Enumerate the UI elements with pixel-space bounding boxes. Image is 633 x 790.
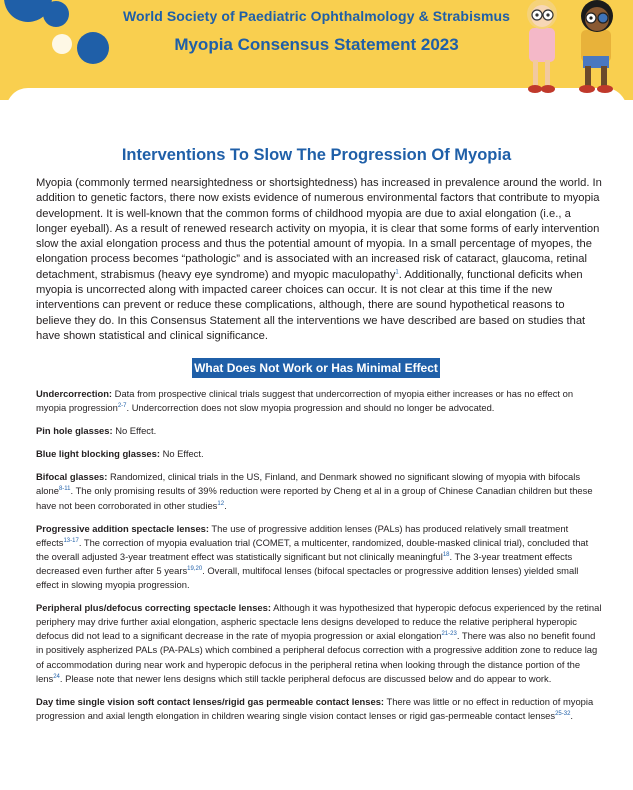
intro-citation: 1 xyxy=(395,269,399,276)
item-text: . xyxy=(570,709,574,721)
item-text: Although it was hypothesized that hyperopic defocus experienced by the retinal periphery may drive further axial elongation, aspheric spectacle lens designs developed to reduce the relative peripheral hyperopic defocus did not lead to a significant decrease in the rate of myopia progression or axial elongation xyxy=(36,602,602,642)
item-label: Peripheral plus/defocus correcting spectacle lenses: xyxy=(36,602,271,614)
citation: 2-7 xyxy=(117,402,127,409)
citation: 8-11 xyxy=(58,486,71,493)
item-text: The use of progressive addition lenses (PALs) has produced relatively small treatment effects xyxy=(36,522,569,548)
citation: 12 xyxy=(217,500,225,507)
item-progressive-addition-lenses xyxy=(36,522,602,592)
citation: 24 xyxy=(53,673,60,680)
citation: 25-32 xyxy=(555,710,571,717)
item-text: . Overall, multifocal lenses (bifocal spectacles or progressive addition lenses) yielded small effect in slowing myopia progression. xyxy=(36,564,579,591)
item-label: Undercorrection: xyxy=(36,388,113,399)
item-label: Progressive addition spectacle lenses: xyxy=(36,522,209,534)
item-text: . Undercorrection does not slow myopia progression and should no longer be advocated. xyxy=(126,402,495,414)
section-heading: What Does Not Work or Has Minimal Effect xyxy=(192,358,440,378)
item-pinhole-glasses xyxy=(36,424,602,438)
item-text: . The correction of myopia evaluation trial (COMET, a multicenter, randomized, double-masked clinical trial), concluded that the overall adjusted 3-year treatment effect was statistically significant but not clinically meaningful xyxy=(36,536,589,562)
page-title: Interventions To Slow The Progression Of Myopia xyxy=(121,146,512,164)
org-title: World Society of Paediatric Ophthalmology & Strabismus xyxy=(122,8,511,24)
item-contact-lenses xyxy=(36,695,602,723)
item-label: Day time single vision soft contact lenses/rigid gas permeable contact lenses: xyxy=(36,695,385,707)
intro-text-part1: Myopia (commonly termed nearsightedness or shortsightedness) has increased in prevalence around the world. In addition to genetic factors, there now exists evidence of numerous environmental factors that contribute to myopia development. It is well-known that the common forms of childhood myopia are due to axial elongation (i.e., a longer eyeball). As a result of renewed research activity on myopia, it is clear that some forms of early intervention slow the axial elongation process and thus the potential amount of myopia. In a small percentage of myopes, the elongation process becomes “pathologic” and is associated with an increased risk of cataract, glaucoma, retinal detachment, strabismus (heavy eye syndrome) and myopic maculopathy xyxy=(36,177,602,281)
item-text: No Effect. xyxy=(112,425,157,437)
item-text: There was little or no effect in reduction of myopia progression and axial length elongation in children wearing single vision contact lenses or rigid gas-permeable contact lenses xyxy=(36,695,594,721)
item-text: Data from prospective clinical trials suggest that undercorrection of myopia either increases or has no effect on myopia progression xyxy=(36,388,574,414)
item-text: . Please note that newer lens designs which still tackle peripheral defocus are discussed below and do appear to work. xyxy=(59,672,552,684)
item-blue-light-glasses xyxy=(36,447,602,461)
item-undercorrection xyxy=(36,387,602,415)
item-label: Pin hole glasses: xyxy=(36,425,113,437)
item-text: . There was also no benefit found in positively aspherized PALs (PA-PALs) which combined a peripheral defocus correction with a progressive addition zone to reduce lag of accommodation during near work and hyperopic defocus in the peripheral retina when looking through the distance portion of the lens xyxy=(36,630,598,684)
intro-paragraph xyxy=(36,176,602,344)
header-band xyxy=(0,0,633,100)
item-peripheral-defocus-lenses xyxy=(36,601,602,686)
doc-title: Myopia Consensus Statement 2023 xyxy=(174,35,459,54)
item-bifocal-glasses xyxy=(36,470,602,512)
item-text: . The only promising results of 39% reduction were reported by Cheng et al in a group of Chinese Canadian children but these have not been corroborated in other studies xyxy=(36,485,593,511)
item-text: No Effect. xyxy=(159,448,204,460)
citation: 19,20 xyxy=(187,565,203,572)
item-text: . The 3-year treatment effects decreased even further after 5 years xyxy=(36,550,573,576)
intervention-list xyxy=(36,387,602,732)
item-label: Bifocal glasses: xyxy=(36,471,108,483)
item-label: Blue light blocking glasses: xyxy=(36,448,160,460)
citation: 13-17 xyxy=(63,537,79,544)
intro-text-part2: . Additionally, functional deficits when myopia is uncorrected along with impacted career choices can occur. It is not clear at this time if the new interventions can prevent or reduce these complications, although, there are sound hypothetical reasons to believe they do. In this Consensus Statement all the interventions we have described are based on studies that have shown statistical and clinical significance. xyxy=(36,268,586,342)
cartoon-children-illustration xyxy=(521,0,633,100)
citation: 18 xyxy=(442,551,450,558)
item-text: Randomized, clinical trials in the US, Finland, and Denmark showed no significant slowing of myopia with bifocals alone xyxy=(36,471,581,497)
citation: 21-23 xyxy=(441,631,457,638)
item-text: . xyxy=(224,499,227,511)
